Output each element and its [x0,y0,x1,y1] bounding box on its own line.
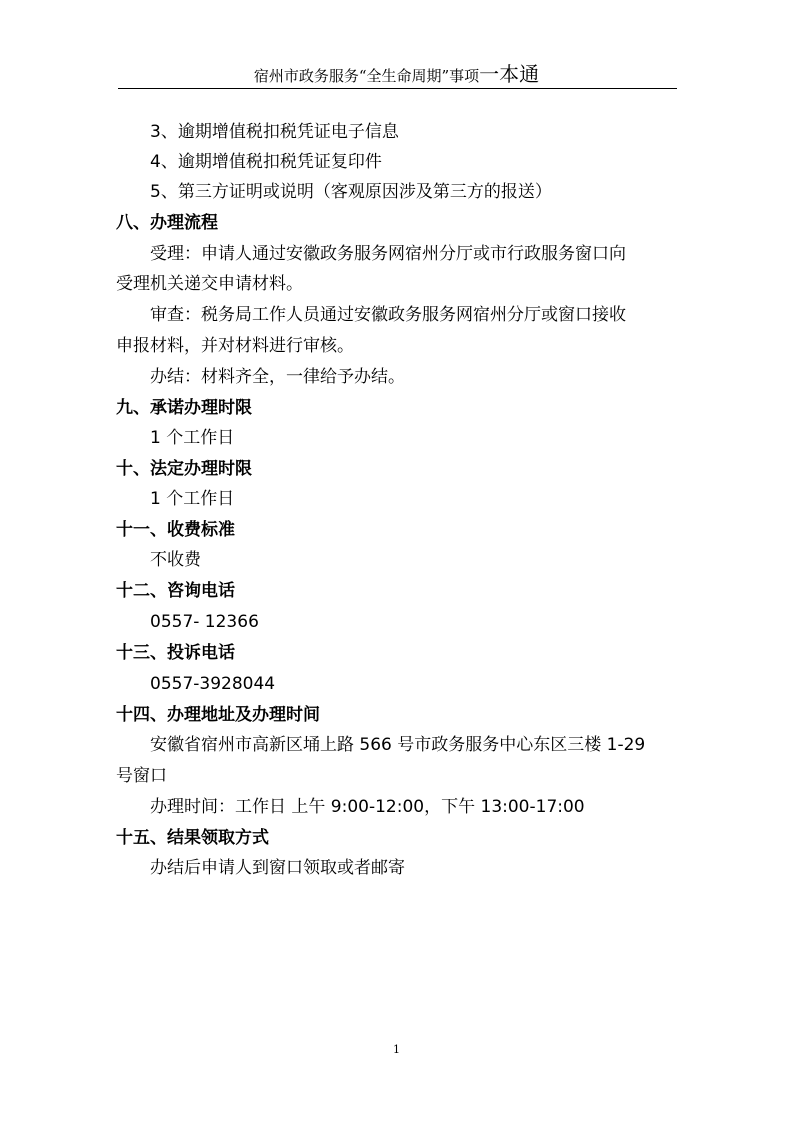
section-heading: 九、承诺办理时限 [116,398,252,418]
list-item: 4、逾期增值税扣税凭证复印件 [150,152,382,172]
header-rule [118,88,677,89]
header-title: 宿州市政务服务“全生命周期”事项 [253,67,480,85]
paragraph: 办理时间：工作日 上午 9:00-12:00，下午 13:00-17:00 [150,797,585,817]
section-heading: 十三、投诉电话 [116,643,235,663]
section-heading: 十、法定办理时限 [116,459,252,479]
paragraph: 1 个工作日 [150,489,235,509]
list-item: 5、第三方证明或说明（客观原因涉及第三方的报送） [150,182,552,202]
page-header [0,58,793,87]
paragraph: 受理：申请人通过安徽政务服务网宿州分厅或市行政服务窗口向 [150,244,626,264]
paragraph: 申报材料，并对材料进行审核。 [116,336,354,356]
paragraph: 受理机关递交申请材料。 [116,274,303,294]
paragraph: 1 个工作日 [150,428,235,448]
paragraph: 安徽省宿州市高新区埇上路 566 号市政务服务中心东区三楼 1-29 [150,735,646,755]
section-heading: 十五、结果领取方式 [116,828,269,848]
paragraph: 号窗口 [116,766,167,786]
page-number: 1 [393,1043,400,1056]
section-heading: 十四、办理地址及办理时间 [116,705,320,725]
phone-number: 0557- 12366 [150,612,259,632]
header-title-suffix: 一本通 [479,62,540,86]
phone-number: 0557-3928044 [150,674,276,694]
list-item: 3、逾期增值税扣税凭证电子信息 [150,122,399,142]
paragraph: 不收费 [150,550,201,570]
paragraph: 办结后申请人到窗口领取或者邮寄 [150,858,405,878]
paragraph: 审查：税务局工作人员通过安徽政务服务网宿州分厅或窗口接收 [150,305,626,325]
section-heading: 十二、咨询电话 [116,581,235,601]
section-heading: 八、办理流程 [116,213,218,233]
section-heading: 十一、收费标准 [116,520,235,540]
paragraph: 办结：材料齐全，一律给予办结。 [150,367,405,387]
